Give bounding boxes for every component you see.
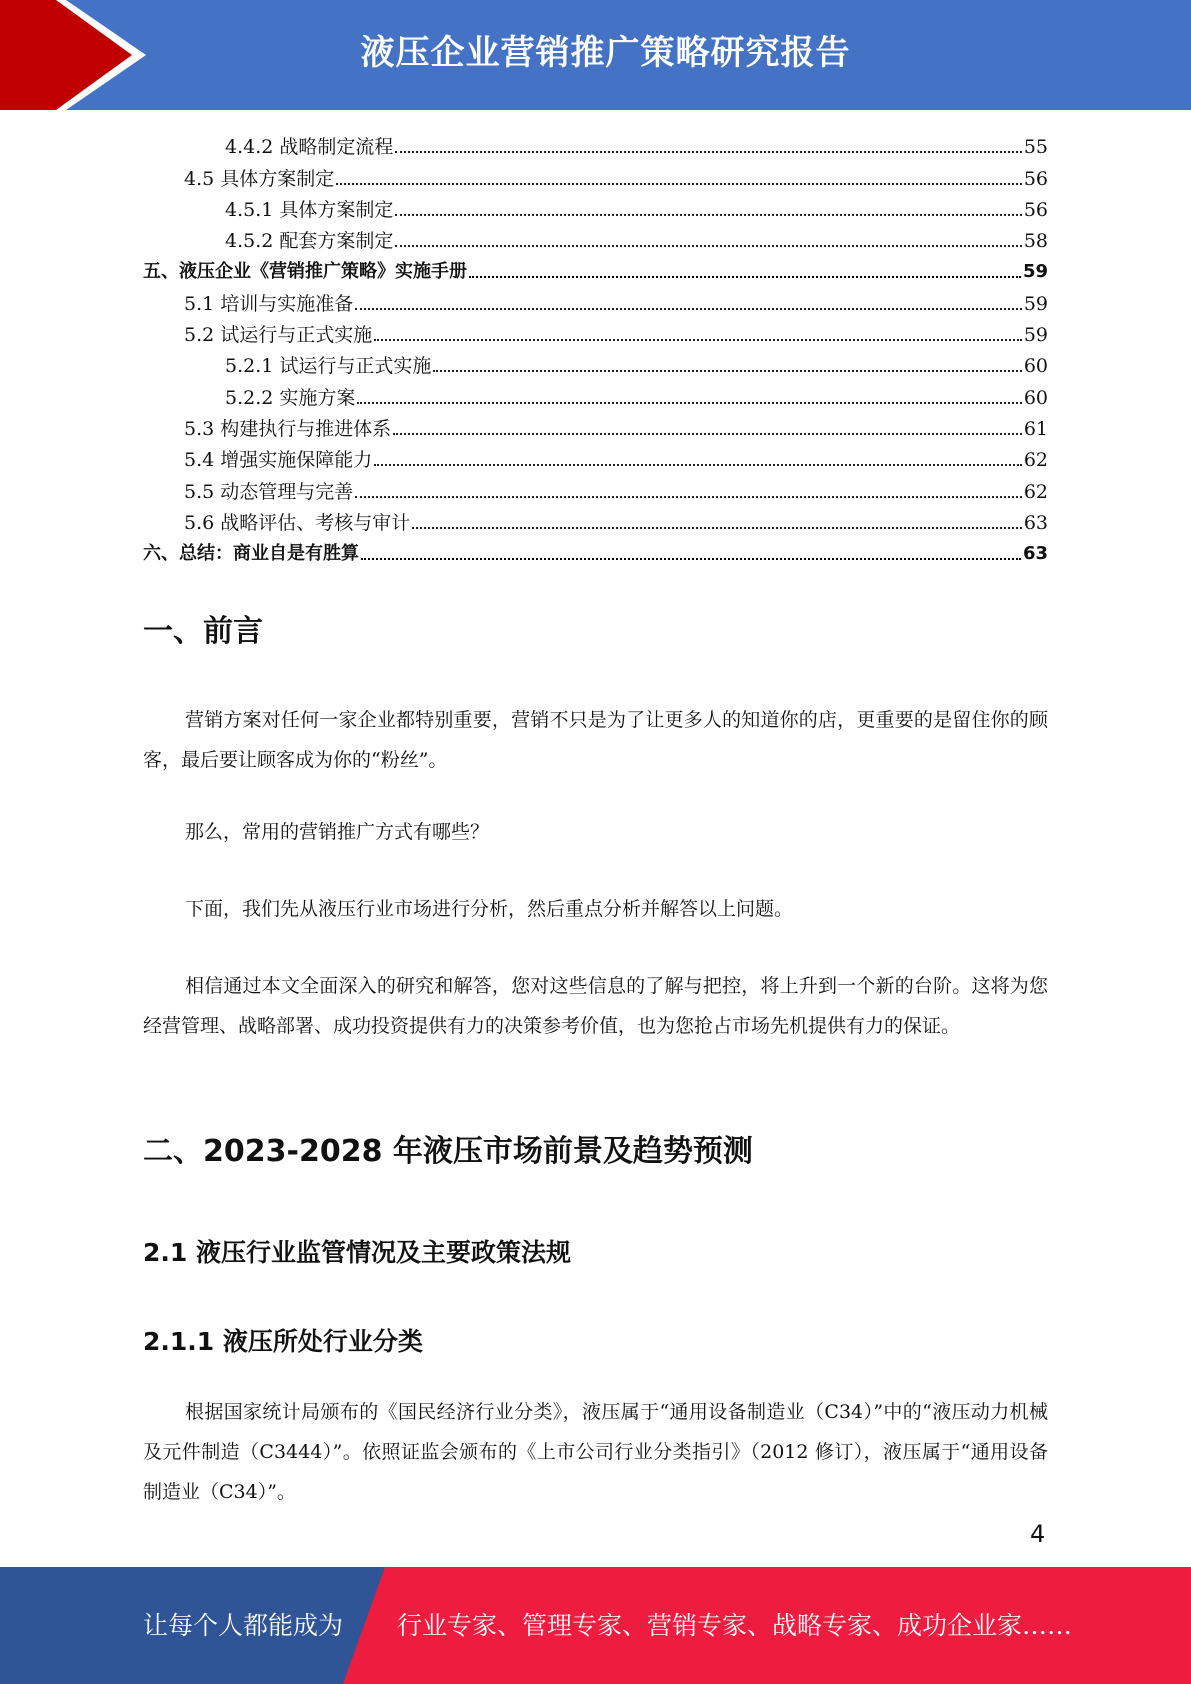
toc-dot-leader <box>395 245 1021 247</box>
page-header <box>0 0 1191 110</box>
toc-dot-leader <box>393 433 1022 435</box>
toc-entry-label: 5.3 构建执行与推进体系 <box>184 417 392 440</box>
toc-dot-leader <box>412 527 1022 529</box>
toc-entry-page: 59 <box>1022 261 1048 283</box>
toc-entry[interactable] <box>143 222 1048 253</box>
toc-entry[interactable] <box>143 504 1048 535</box>
report-title: 液压企业营销推广策略研究报告 <box>360 33 851 73</box>
toc-entry-page: 60 <box>1023 355 1048 378</box>
preface-paragraph-3: 下面，我们先从液压行业市场进行分析，然后重点分析并解答以上问题。 <box>185 898 794 920</box>
toc-entry-page: 58 <box>1023 230 1048 253</box>
toc-dot-leader <box>355 496 1022 498</box>
toc-entry[interactable] <box>143 253 1048 284</box>
toc-entry[interactable] <box>143 410 1048 441</box>
toc-entry-page: 59 <box>1023 292 1048 315</box>
toc-entry-page: 63 <box>1023 511 1048 534</box>
section-2-1-1-heading: 2.1.1 液压所处行业分类 <box>143 1327 423 1356</box>
toc-entry-label: 5.5 动态管理与完善 <box>184 480 354 503</box>
toc-entry[interactable] <box>143 347 1048 378</box>
toc-dot-leader <box>395 151 1021 153</box>
toc-entry-label: 5.2 试运行与正式实施 <box>184 324 373 347</box>
toc-entry-label: 5.2.2 实施方案 <box>225 386 356 409</box>
table-of-contents <box>143 128 1048 566</box>
toc-entry-page: 62 <box>1023 449 1048 472</box>
toc-entry-page: 56 <box>1023 167 1048 190</box>
toc-entry-page: 62 <box>1023 480 1048 503</box>
toc-entry[interactable] <box>143 378 1048 409</box>
toc-entry[interactable] <box>143 128 1048 159</box>
page-number: 4 <box>1030 1520 1046 1548</box>
toc-entry-label: 5.1 培训与实施准备 <box>184 292 354 315</box>
toc-entry-label: 5.6 战略评估、考核与审计 <box>184 511 411 534</box>
toc-dot-leader <box>361 558 1021 560</box>
toc-entry[interactable] <box>143 472 1048 503</box>
toc-entry[interactable] <box>143 535 1048 566</box>
toc-entry-label: 六、总结：商业自是有胜算 <box>143 543 359 565</box>
toc-entry-page: 56 <box>1023 198 1048 221</box>
toc-entry[interactable] <box>143 191 1048 222</box>
toc-entry-page: 59 <box>1023 324 1048 347</box>
toc-entry-label: 4.5.1 具体方案制定 <box>225 198 394 221</box>
toc-entry-label: 5.2.1 试运行与正式实施 <box>225 355 432 378</box>
footer-slogan-right: 行业专家、管理专家、营销专家、战略专家、成功企业家…… <box>397 1611 1073 1640</box>
toc-dot-leader <box>469 276 1021 278</box>
toc-entry[interactable] <box>143 159 1048 190</box>
toc-dot-leader <box>336 183 1022 185</box>
toc-entry[interactable] <box>143 316 1048 347</box>
toc-dot-leader <box>374 464 1022 466</box>
preface-heading: 一、前言 <box>143 614 263 649</box>
toc-entry[interactable] <box>143 284 1048 315</box>
toc-dot-leader <box>355 308 1022 310</box>
toc-entry-page: 63 <box>1022 543 1048 565</box>
toc-entry-label: 5.4 增强实施保障能力 <box>184 449 373 472</box>
section-2-1-heading: 2.1 液压行业监管情况及主要政策法规 <box>143 1238 571 1267</box>
toc-entry[interactable] <box>143 441 1048 472</box>
toc-entry-label: 4.5.2 配套方案制定 <box>225 230 394 253</box>
toc-entry-label: 五、液压企业《营销推广策略》实施手册 <box>143 261 467 283</box>
preface-paragraph-4: 相信通过本文全面深入的研究和解答，您对这些信息的了解与把控，将上升到一个新的台阶。这将为您经营管理、战略部署、成功投资提供有力的决策参考价值，也为您抢占市场先机提供有力的保证。 <box>143 975 1048 1037</box>
toc-entry-label: 4.4.2 战略制定流程 <box>225 136 394 159</box>
toc-dot-leader <box>374 339 1022 341</box>
page-footer <box>0 1567 1191 1684</box>
toc-dot-leader <box>395 214 1021 216</box>
chapter-2-heading: 二、2023-2028 年液压市场前景及趋势预测 <box>143 1134 753 1169</box>
preface-paragraph-2: 那么，常用的营销推广方式有哪些？ <box>185 821 490 843</box>
toc-entry-label: 4.5 具体方案制定 <box>184 167 335 190</box>
preface-paragraph-1: 营销方案对任何一家企业都特别重要，营销不只是为了让更多人的知道你的店，更重要的是留住你的顾客，最后要让顾客成为你的“粉丝”。 <box>143 709 1048 771</box>
toc-entry-page: 60 <box>1023 386 1048 409</box>
section-2-1-1-paragraph: 根据国家统计局颁布的《国民经济行业分类》，液压属于“通用设备制造业（C34）”中的“液压动力机械及元件制造（C3444）”。依照证监会颁布的《上市公司行业分类指引》（2012 修订），液压属于“通用设备制造业（C34）”。 <box>143 1401 1048 1503</box>
toc-entry-page: 61 <box>1023 417 1048 440</box>
toc-dot-leader <box>433 370 1021 372</box>
toc-dot-leader <box>357 402 1021 404</box>
toc-entry-page: 55 <box>1023 136 1048 159</box>
footer-slogan-left: 让每个人都能成为 <box>143 1611 344 1640</box>
